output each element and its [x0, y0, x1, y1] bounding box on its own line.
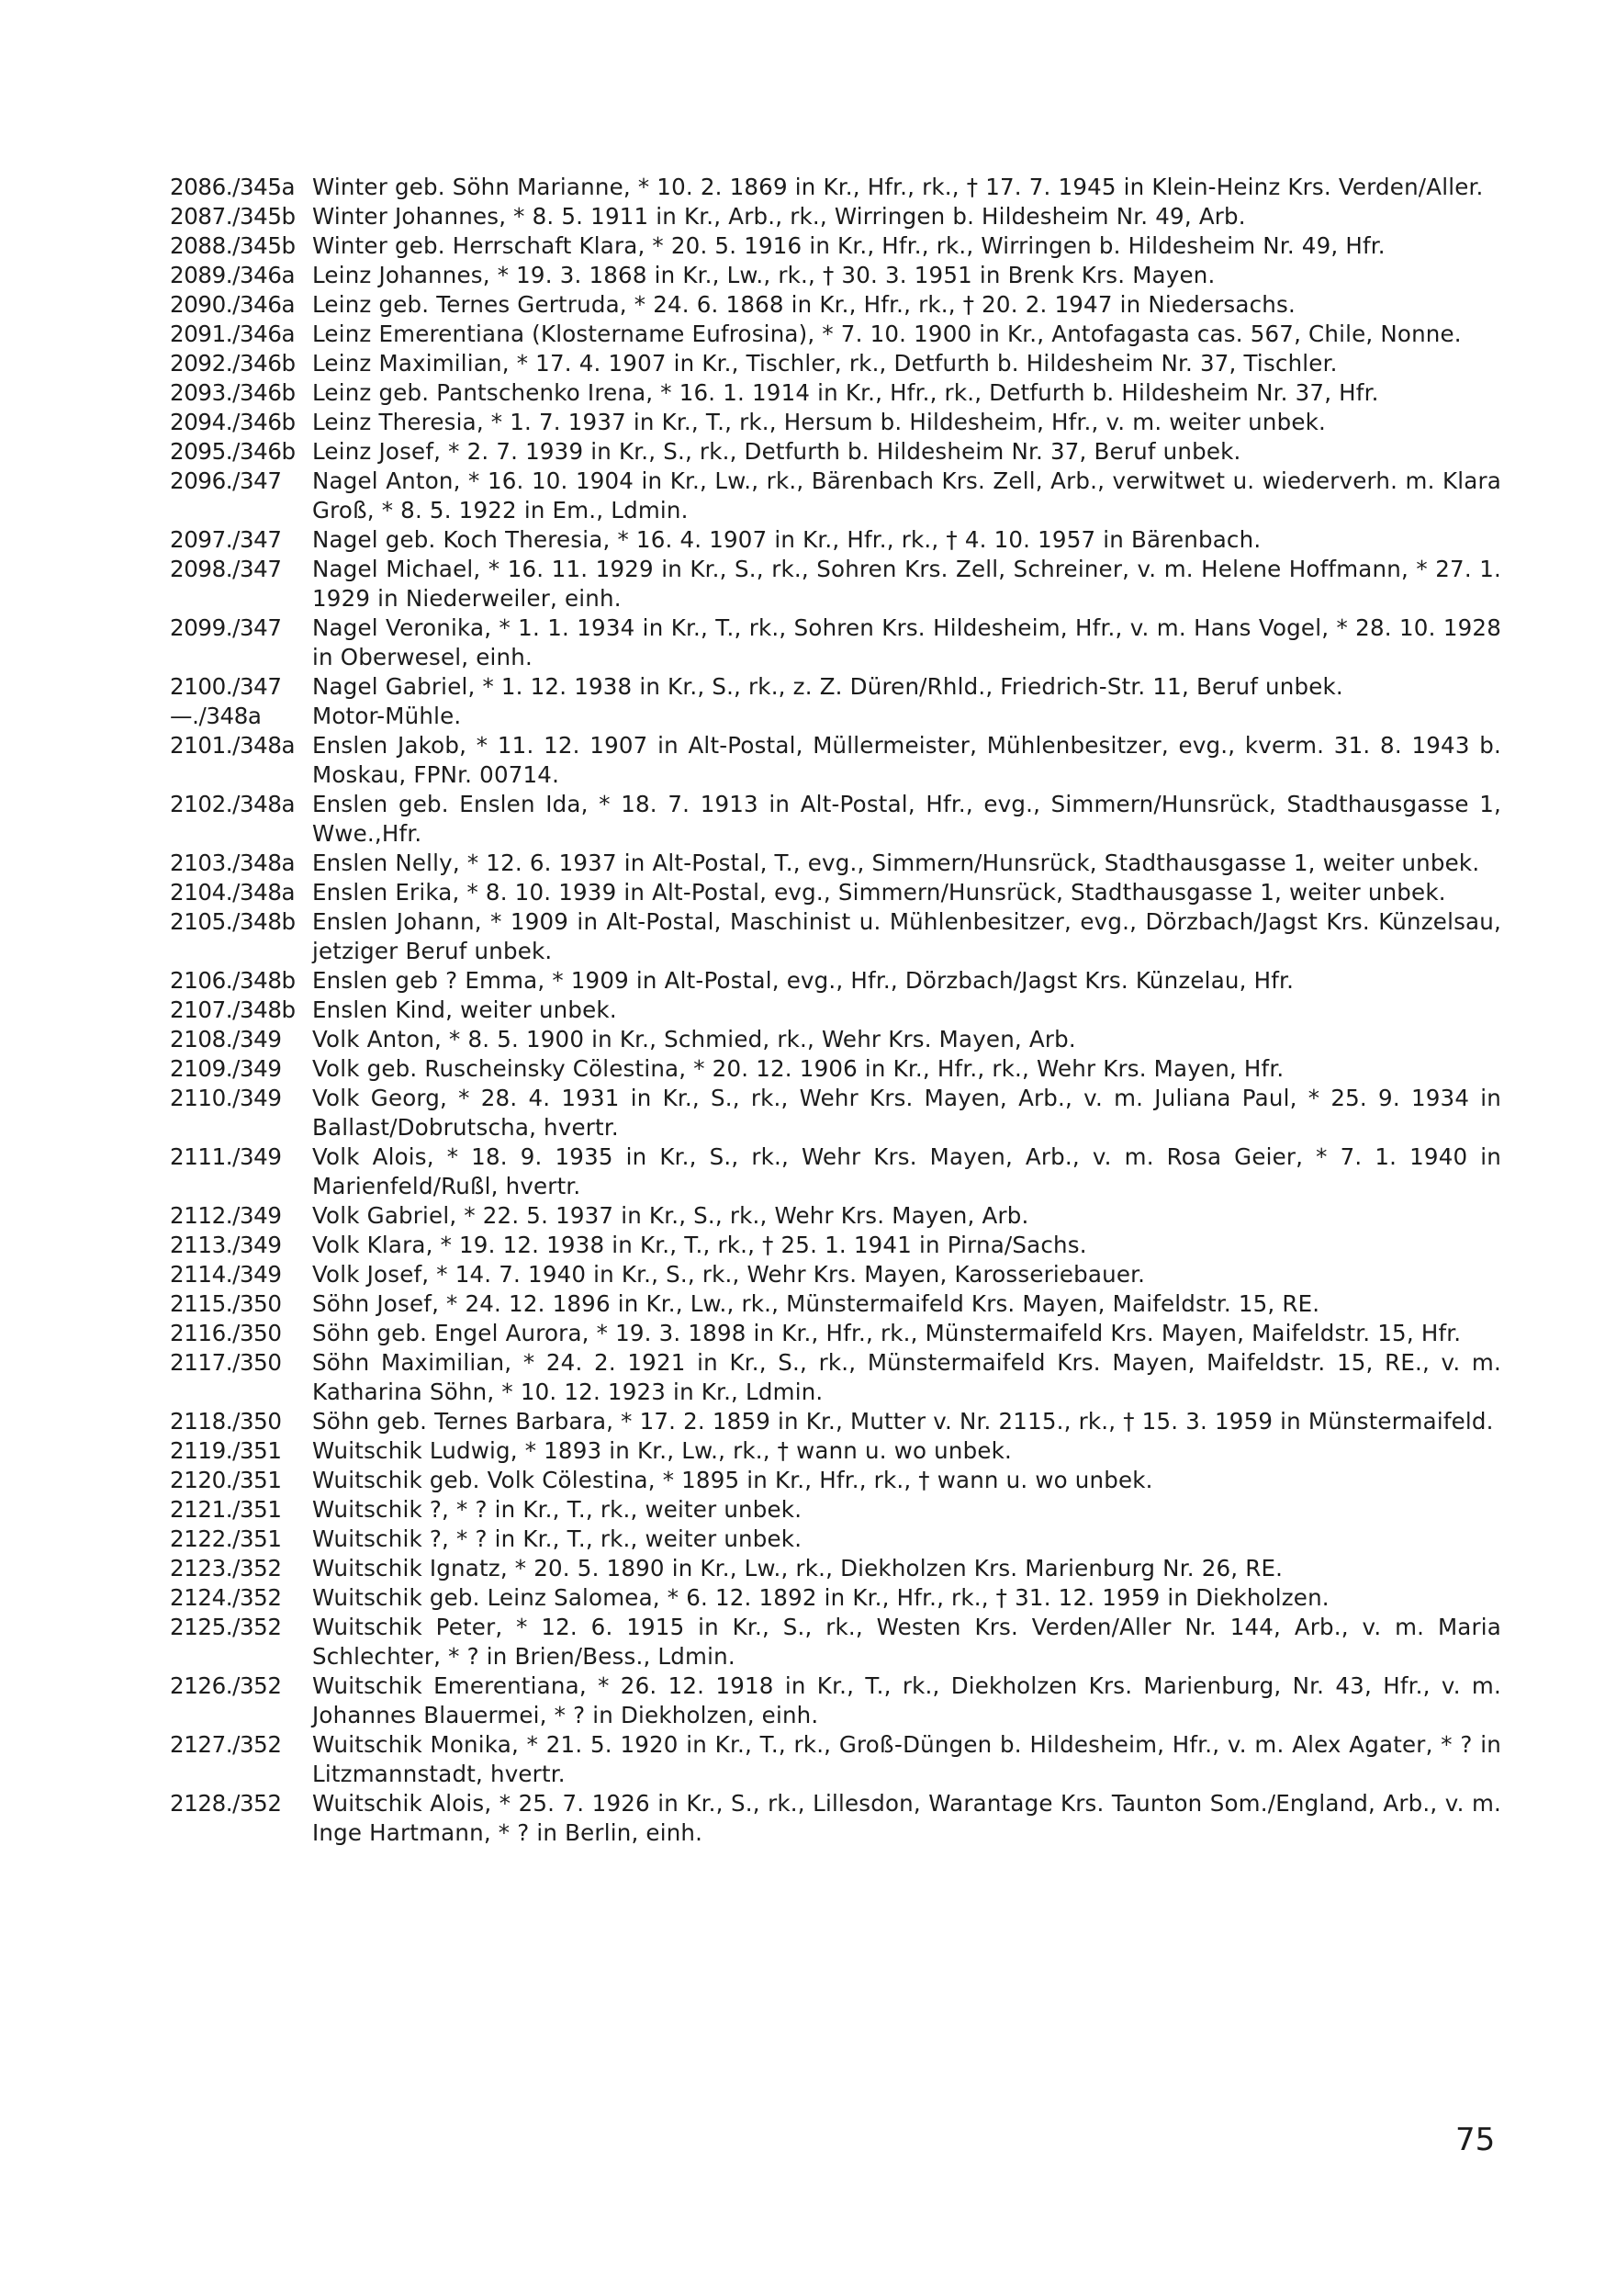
register-entry — [170, 555, 1501, 613]
entry-text: Volk Josef, * 14. 7. 1940 in Kr., S., rk., Wehr Krs. Mayen, Karosseriebauer. — [312, 1261, 1146, 1288]
entry-number: 2126./352 — [170, 1672, 282, 1699]
register-entry — [170, 1407, 1501, 1436]
entry-text: Leinz Maximilian, * 17. 4. 1907 in Kr., Tischler, rk., Detfurth b. Hildesheim Nr. 37, Tischler. — [312, 350, 1338, 377]
entry-number: —./348a — [170, 703, 262, 729]
register-entry — [170, 349, 1501, 378]
entry-number: 2095./346b — [170, 438, 296, 465]
entry-number: 2123./352 — [170, 1555, 282, 1581]
entry-text: Nagel Gabriel, * 1. 12. 1938 in Kr., S., rk., z. Z. Düren/Rhld., Friedrich-Str. 11, Beruf unbek. — [312, 673, 1343, 700]
register-entry — [170, 261, 1501, 290]
entry-text: Enslen Erika, * 8. 10. 1939 in Alt-Postal, evg., Simmern/Hunsrück, Stadthausgasse 1, weiter unbek. — [312, 879, 1446, 906]
entry-number: 2096./347 — [170, 467, 282, 494]
entry-text: Winter geb. Herrschaft Klara, * 20. 5. 1916 in Kr., Hfr., rk., Wirringen b. Hildesheim Nr. 49, Hfr. — [312, 232, 1386, 259]
entry-number: 2107./348b — [170, 996, 296, 1023]
register-entry — [170, 1260, 1501, 1289]
entry-text: Enslen geb ? Emma, * 1909 in Alt-Postal, evg., Hfr., Dörzbach/Jagst Krs. Künzelau, Hfr. — [312, 967, 1295, 994]
register-entry — [170, 1554, 1501, 1583]
entry-number: 2113./349 — [170, 1232, 282, 1258]
register-entries — [170, 173, 1501, 1848]
register-entry — [170, 290, 1501, 320]
register-entry — [170, 1466, 1501, 1495]
entry-number: 2099./347 — [170, 614, 282, 641]
entry-number: 2104./348a — [170, 879, 296, 906]
register-entry — [170, 907, 1501, 966]
register-entry — [170, 1231, 1501, 1260]
entry-text: Volk Alois, * 18. 9. 1935 in Kr., S., rk., Wehr Krs. Mayen, Arb., v. m. Rosa Geier, * 7. 1. 1940 in Marienfeld/Rußl, hvertr. — [312, 1143, 1501, 1199]
register-entry — [170, 1525, 1501, 1554]
entry-text: Wuitschik Peter, * 12. 6. 1915 in Kr., S., rk., Westen Krs. Verden/Aller Nr. 144, Arb., v. m. Maria Schlechter, * ? in Brien/Bess., Ldmin. — [312, 1614, 1501, 1670]
register-entry — [170, 408, 1501, 437]
register-entry — [170, 1319, 1501, 1348]
entry-number: 2101./348a — [170, 732, 296, 759]
entry-text: Wuitschik ?, * ? in Kr., T., rk., weiter unbek. — [312, 1496, 802, 1523]
register-entry — [170, 790, 1501, 849]
register-entry — [170, 731, 1501, 790]
register-entry — [170, 613, 1501, 672]
entry-text: Volk Georg, * 28. 4. 1931 in Kr., S., rk., Wehr Krs. Mayen, Arb., v. m. Juliana Paul, * 25. 9. 1934 in Ballast/Dobrutscha, hvertr. — [312, 1085, 1501, 1141]
register-entry — [170, 1054, 1501, 1084]
entry-number: 2122./351 — [170, 1525, 282, 1552]
entry-text: Nagel Michael, * 16. 11. 1929 in Kr., S., rk., Sohren Krs. Zell, Schreiner, v. m. Helene Hoffmann, * 27. 1. 1929 in Niederweiler, einh. — [312, 556, 1501, 612]
register-entry — [170, 1613, 1501, 1671]
entry-text: Enslen Nelly, * 12. 6. 1937 in Alt-Postal, T., evg., Simmern/Hunsrück, Stadthausgasse 1, weiter unbek. — [312, 850, 1480, 876]
entry-text: Wuitschik geb. Leinz Salomea, * 6. 12. 1892 in Kr., Hfr., rk., † 31. 12. 1959 in Diekholzen. — [312, 1584, 1330, 1611]
entry-number: 2114./349 — [170, 1261, 282, 1288]
entry-number: 2117./350 — [170, 1349, 282, 1376]
entry-number: 2089./346a — [170, 262, 296, 288]
entry-number: 2098./347 — [170, 556, 282, 582]
entry-number: 2103./348a — [170, 850, 296, 876]
entry-text: Enslen Kind, weiter unbek. — [312, 996, 617, 1023]
entry-text: Leinz Johannes, * 19. 3. 1868 in Kr., Lw., rk., † 30. 3. 1951 in Brenk Krs. Mayen. — [312, 262, 1216, 288]
entry-text: Söhn Josef, * 24. 12. 1896 in Kr., Lw., rk., Münstermaifeld Krs. Mayen, Maifeldstr. 15, RE. — [312, 1290, 1320, 1317]
entry-number: 2125./352 — [170, 1614, 282, 1640]
entry-text: Wuitschik Emerentiana, * 26. 12. 1918 in Kr., T., rk., Diekholzen Krs. Marienburg, Nr. 43, Hfr., v. m. Johannes Blauermei, * ? in Diekholzen, einh. — [312, 1672, 1501, 1728]
entry-number: 2088./345b — [170, 232, 296, 259]
entry-number: 2102./348a — [170, 791, 296, 817]
register-entry — [170, 1289, 1501, 1319]
entry-number: 2086./345a — [170, 174, 296, 200]
entry-number: 2124./352 — [170, 1584, 282, 1611]
register-entry — [170, 1025, 1501, 1054]
entry-text: Nagel geb. Koch Theresia, * 16. 4. 1907 in Kr., Hfr., rk., † 4. 10. 1957 in Bärenbach. — [312, 526, 1262, 553]
entry-number: 2120./351 — [170, 1467, 282, 1493]
entry-number: 2128./352 — [170, 1790, 282, 1817]
register-entry — [170, 702, 1501, 731]
entry-text: Volk Klara, * 19. 12. 1938 in Kr., T., rk., † 25. 1. 1941 in Pirna/Sachs. — [312, 1232, 1087, 1258]
entry-text: Wuitschik ?, * ? in Kr., T., rk., weiter unbek. — [312, 1525, 802, 1552]
entry-text: Söhn Maximilian, * 24. 2. 1921 in Kr., S., rk., Münstermaifeld Krs. Mayen, Maifeldstr. 15, RE., v. m. Katharina Söhn, * 10. 12. 1923 in Kr., Ldmin. — [312, 1349, 1501, 1405]
entry-number: 2118./350 — [170, 1408, 282, 1435]
entry-number: 2105./348b — [170, 908, 296, 935]
entry-number: 2109./349 — [170, 1055, 282, 1082]
entry-number: 2121./351 — [170, 1496, 282, 1523]
entry-number: 2090./346a — [170, 291, 296, 318]
entry-number: 2116./350 — [170, 1320, 282, 1346]
register-entry — [170, 231, 1501, 261]
register-entry — [170, 1495, 1501, 1525]
register-entry — [170, 437, 1501, 467]
register-entry — [170, 173, 1501, 202]
register-entry — [170, 1583, 1501, 1613]
entry-text: Wuitschik Alois, * 25. 7. 1926 in Kr., S., rk., Lillesdon, Warantage Krs. Taunton Som./England, Arb., v. m. Inge Hartmann, * ? in Berlin, einh. — [312, 1790, 1501, 1846]
register-entry — [170, 672, 1501, 702]
register-entry — [170, 996, 1501, 1025]
entry-text: Volk Gabriel, * 22. 5. 1937 in Kr., S., rk., Wehr Krs. Mayen, Arb. — [312, 1202, 1029, 1229]
register-entry — [170, 1730, 1501, 1789]
entry-text: Wuitschik Monika, * 21. 5. 1920 in Kr., T., rk., Groß-Düngen b. Hildesheim, Hfr., v. m. Alex Agater, * ? in Litzmannstadt, hvertr. — [312, 1731, 1501, 1787]
entry-text: Leinz Emerentiana (Klostername Eufrosina), * 7. 10. 1900 in Kr., Antofagasta cas. 567, Chile, Nonne. — [312, 321, 1462, 347]
register-entry — [170, 525, 1501, 555]
entry-number: 2092./346b — [170, 350, 296, 377]
entry-number: 2108./349 — [170, 1026, 282, 1052]
entry-text: Enslen Jakob, * 11. 12. 1907 in Alt-Postal, Müllermeister, Mühlenbesitzer, evg., kverm. 31. 8. 1943 b. Moskau, FPNr. 00714. — [312, 732, 1501, 788]
entry-number: 2100./347 — [170, 673, 282, 700]
register-entry — [170, 378, 1501, 408]
entry-number: 2112./349 — [170, 1202, 282, 1229]
page-number: 75 — [1455, 2122, 1496, 2158]
register-entry — [170, 1142, 1501, 1201]
register-entry — [170, 202, 1501, 231]
entry-text: Enslen Johann, * 1909 in Alt-Postal, Maschinist u. Mühlenbesitzer, evg., Dörzbach/Jagst Krs. Künzelsau, jetziger Beruf unbek. — [312, 908, 1501, 964]
entry-number: 2091./346a — [170, 321, 296, 347]
register-entry — [170, 1201, 1501, 1231]
entry-number: 2097./347 — [170, 526, 282, 553]
entry-text: Leinz Theresia, * 1. 7. 1937 in Kr., T., rk., Hersum b. Hildesheim, Hfr., v. m. weiter unbek. — [312, 409, 1327, 435]
entry-text: Leinz Josef, * 2. 7. 1939 in Kr., S., rk., Detfurth b. Hildesheim Nr. 37, Beruf unbek. — [312, 438, 1241, 465]
register-entry — [170, 878, 1501, 907]
entry-text: Söhn geb. Ternes Barbara, * 17. 2. 1859 in Kr., Mutter v. Nr. 2115., rk., † 15. 3. 1959 in Münstermaifeld. — [312, 1408, 1494, 1435]
register-entry — [170, 1436, 1501, 1466]
register-entry — [170, 1671, 1501, 1730]
entry-text: Leinz geb. Pantschenko Irena, * 16. 1. 1914 in Kr., Hfr., rk., Detfurth b. Hildesheim Nr. 37, Hfr. — [312, 379, 1379, 406]
entry-text: Wuitschik Ludwig, * 1893 in Kr., Lw., rk., † wann u. wo unbek. — [312, 1437, 1012, 1464]
register-entry — [170, 1789, 1501, 1848]
entry-number: 2087./345b — [170, 203, 296, 230]
entry-number: 2119./351 — [170, 1437, 282, 1464]
entry-number: 2094./346b — [170, 409, 296, 435]
register-entry — [170, 1348, 1501, 1407]
entry-number: 2106./348b — [170, 967, 296, 994]
entry-text: Wuitschik geb. Volk Cölestina, * 1895 in Kr., Hfr., rk., † wann u. wo unbek. — [312, 1467, 1153, 1493]
entry-number: 2127./352 — [170, 1731, 282, 1758]
entry-number: 2110./349 — [170, 1085, 282, 1111]
entry-text: Wuitschik Ignatz, * 20. 5. 1890 in Kr., Lw., rk., Diekholzen Krs. Marienburg Nr. 26, RE. — [312, 1555, 1284, 1581]
entry-number: 2111./349 — [170, 1143, 282, 1170]
register-entry — [170, 320, 1501, 349]
register-entry — [170, 467, 1501, 525]
entry-text: Winter geb. Söhn Marianne, * 10. 2. 1869 in Kr., Hfr., rk., † 17. 7. 1945 in Klein-Heinz Krs. Verden/Aller. — [312, 174, 1484, 200]
entry-number: 2093./346b — [170, 379, 296, 406]
entry-text: Enslen geb. Enslen Ida, * 18. 7. 1913 in Alt-Postal, Hfr., evg., Simmern/Hunsrück, Stadthausgasse 1, Wwe.,Hfr. — [312, 791, 1501, 847]
entry-text: Motor-Mühle. — [312, 703, 462, 729]
entry-text: Volk Anton, * 8. 5. 1900 in Kr., Schmied, rk., Wehr Krs. Mayen, Arb. — [312, 1026, 1076, 1052]
entry-number: 2115./350 — [170, 1290, 282, 1317]
entry-text: Nagel Anton, * 16. 10. 1904 in Kr., Lw., rk., Bärenbach Krs. Zell, Arb., verwitwet u. wiederverh. m. Klara Groß, * 8. 5. 1922 in Em., Ldmin. — [312, 467, 1501, 523]
register-entry — [170, 1084, 1501, 1142]
entry-text: Nagel Veronika, * 1. 1. 1934 in Kr., T., rk., Sohren Krs. Hildesheim, Hfr., v. m. Hans Vogel, * 28. 10. 1928 in Oberwesel, einh. — [312, 614, 1501, 670]
entry-text: Söhn geb. Engel Aurora, * 19. 3. 1898 in Kr., Hfr., rk., Münstermaifeld Krs. Mayen, Maifeldstr. 15, Hfr. — [312, 1320, 1462, 1346]
entry-text: Volk geb. Ruscheinsky Cölestina, * 20. 12. 1906 in Kr., Hfr., rk., Wehr Krs. Mayen, Hfr. — [312, 1055, 1285, 1082]
entry-text: Leinz geb. Ternes Gertruda, * 24. 6. 1868 in Kr., Hfr., rk., † 20. 2. 1947 in Niedersachs. — [312, 291, 1296, 318]
register-entry — [170, 966, 1501, 996]
register-entry — [170, 849, 1501, 878]
entry-text: Winter Johannes, * 8. 5. 1911 in Kr., Arb., rk., Wirringen b. Hildesheim Nr. 49, Arb. — [312, 203, 1246, 230]
